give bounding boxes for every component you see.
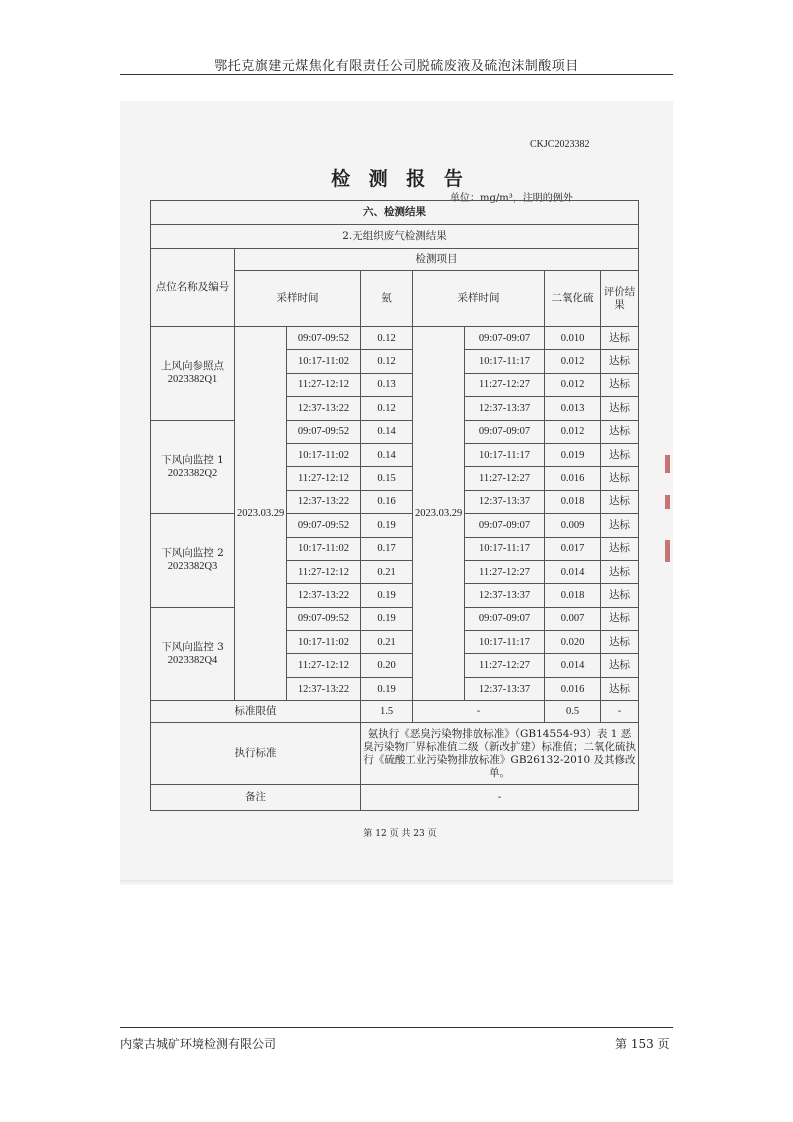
footer-page: 第 153 页 — [615, 1037, 670, 1051]
location-name: 上风向参照点 — [161, 360, 224, 373]
header-evaluation: 评价结果 — [601, 271, 639, 327]
sampling-time-cell: 10:17-11:02 — [287, 443, 361, 466]
so2-value-cell: 0.018 — [545, 490, 601, 513]
ammonia-value-cell: 0.15 — [361, 467, 413, 490]
footer-company: 内蒙古城矿环境检测有限公司 — [120, 1037, 277, 1051]
location-cell — [151, 514, 235, 608]
header-divider — [120, 74, 673, 75]
evaluation-cell: 达标 — [601, 420, 639, 443]
location-name: 下风向监控 1 — [161, 453, 224, 466]
sampling-time-cell: 09:07-09:52 — [287, 607, 361, 630]
location-cell — [151, 607, 235, 701]
so2-value-cell: 0.018 — [545, 584, 601, 607]
evaluation-cell: 达标 — [601, 654, 639, 677]
sampling-time-cell: 12:37-13:22 — [287, 677, 361, 700]
sampling-time-cell: 10:17-11:02 — [287, 631, 361, 654]
red-stamp-edge — [665, 455, 670, 473]
evaluation-cell: 达标 — [601, 537, 639, 560]
header-ammonia: 氨 — [361, 271, 413, 327]
header-location: 点位名称及编号 — [151, 249, 235, 327]
ammonia-value-cell: 0.19 — [361, 514, 413, 537]
header-sampling-time-2: 采样时间 — [413, 271, 545, 327]
header-items: 检测项目 — [235, 249, 639, 271]
ammonia-value-cell: 0.12 — [361, 397, 413, 420]
standard-row — [151, 723, 639, 785]
so2-value-cell: 0.014 — [545, 654, 601, 677]
evaluation-cell: 达标 — [601, 631, 639, 654]
sampling-time-cell: 10:17-11:17 — [465, 631, 545, 654]
section-title: 六、检测结果 — [151, 201, 639, 225]
location-code: 2023382Q1 — [167, 374, 218, 386]
location-cell — [151, 420, 235, 514]
ammonia-value-cell: 0.12 — [361, 350, 413, 373]
ammonia-value-cell: 0.21 — [361, 560, 413, 583]
sampling-time-cell: 09:07-09:52 — [287, 327, 361, 350]
limit-blank: - — [601, 701, 639, 723]
standard-label: 执行标准 — [151, 723, 361, 785]
ammonia-value-cell: 0.21 — [361, 631, 413, 654]
evaluation-cell: 达标 — [601, 373, 639, 396]
location-name: 下风向监控 3 — [161, 640, 224, 653]
ammonia-value-cell: 0.14 — [361, 443, 413, 466]
table-row — [151, 514, 639, 537]
sampling-time-cell: 09:07-09:07 — [465, 607, 545, 630]
evaluation-cell: 达标 — [601, 514, 639, 537]
limit-so2: 0.5 — [545, 701, 601, 723]
sampling-time-cell: 12:37-13:37 — [465, 584, 545, 607]
results-table — [150, 200, 639, 811]
subsection-title: 2.无组织废气检测结果 — [151, 225, 639, 249]
ammonia-value-cell: 0.19 — [361, 584, 413, 607]
red-stamp-edge — [665, 540, 670, 562]
location-cell — [151, 327, 235, 421]
remark-value: - — [361, 785, 639, 811]
project-title: 鄂托克旗建元煤焦化有限责任公司脱硫废液及硫泡沫制酸项目 — [214, 59, 579, 74]
so2-value-cell: 0.010 — [545, 327, 601, 350]
sampling-time-cell: 10:17-11:17 — [465, 537, 545, 560]
evaluation-cell: 达标 — [601, 677, 639, 700]
sampling-time-cell: 10:17-11:02 — [287, 537, 361, 560]
limit-row — [151, 701, 639, 723]
ammonia-value-cell: 0.13 — [361, 373, 413, 396]
sampling-time-cell: 10:17-11:02 — [287, 350, 361, 373]
evaluation-cell: 达标 — [601, 560, 639, 583]
sampling-date-2: 2023.03.29 — [413, 327, 465, 701]
so2-value-cell: 0.016 — [545, 467, 601, 490]
sampling-time-cell: 11:27-12:12 — [287, 373, 361, 396]
report-number: CKJC2023382 — [530, 139, 590, 150]
evaluation-cell: 达标 — [601, 350, 639, 373]
sampling-time-cell: 12:37-13:37 — [465, 677, 545, 700]
table-row — [151, 607, 639, 630]
unit-note: 单位：mg/m³，注明的例外 — [450, 193, 573, 204]
sampling-time-cell: 11:27-12:12 — [287, 560, 361, 583]
sampling-time-cell: 09:07-09:52 — [287, 514, 361, 537]
ammonia-value-cell: 0.14 — [361, 420, 413, 443]
limit-ammonia: 1.5 — [361, 701, 413, 723]
table-row — [151, 327, 639, 350]
sampling-time-cell: 09:07-09:07 — [465, 514, 545, 537]
standard-text: 氨执行《恶臭污染物排放标准》（GB14554-93）表 1 恶臭污染物厂界标准值二级（新改扩建）标准值；二氧化硫执行《硫酸工业污染物排放标准》GB26132-2010 及其修改单。 — [361, 723, 639, 785]
so2-value-cell: 0.012 — [545, 350, 601, 373]
sampling-time-cell: 09:07-09:07 — [465, 420, 545, 443]
ammonia-value-cell: 0.17 — [361, 537, 413, 560]
table-row — [151, 420, 639, 443]
sampling-time-cell: 11:27-12:27 — [465, 654, 545, 677]
sampling-date-1: 2023.03.29 — [235, 327, 287, 701]
header-sampling-time-1: 采样时间 — [235, 271, 361, 327]
scan-edge — [120, 880, 673, 885]
sampling-time-cell: 12:37-13:37 — [465, 490, 545, 513]
sampling-time-cell: 09:07-09:07 — [465, 327, 545, 350]
sampling-time-cell: 12:37-13:22 — [287, 584, 361, 607]
evaluation-cell: 达标 — [601, 397, 639, 420]
sampling-time-cell: 10:17-11:17 — [465, 443, 545, 466]
ammonia-value-cell: 0.19 — [361, 677, 413, 700]
sampling-time-cell: 10:17-11:17 — [465, 350, 545, 373]
ammonia-value-cell: 0.20 — [361, 654, 413, 677]
so2-value-cell: 0.012 — [545, 373, 601, 396]
ammonia-value-cell: 0.12 — [361, 327, 413, 350]
footer-divider — [120, 1027, 673, 1028]
sampling-time-cell: 11:27-12:12 — [287, 654, 361, 677]
sampling-time-cell: 12:37-13:22 — [287, 490, 361, 513]
red-stamp-edge — [665, 495, 670, 509]
sampling-time-cell: 12:37-13:37 — [465, 397, 545, 420]
so2-value-cell: 0.007 — [545, 607, 601, 630]
evaluation-cell: 达标 — [601, 584, 639, 607]
so2-value-cell: 0.014 — [545, 560, 601, 583]
evaluation-cell: 达标 — [601, 490, 639, 513]
so2-value-cell: 0.016 — [545, 677, 601, 700]
evaluation-cell: 达标 — [601, 443, 639, 466]
limit-blank: - — [413, 701, 545, 723]
so2-value-cell: 0.012 — [545, 420, 601, 443]
sampling-time-cell: 12:37-13:22 — [287, 397, 361, 420]
page-number: 第 12 页 共 23 页 — [363, 829, 437, 839]
sampling-time-cell: 11:27-12:27 — [465, 373, 545, 396]
remark-row — [151, 785, 639, 811]
evaluation-cell: 达标 — [601, 467, 639, 490]
sampling-time-cell: 11:27-12:27 — [465, 467, 545, 490]
so2-value-cell: 0.017 — [545, 537, 601, 560]
report-title: 检 测 报 告 — [331, 168, 469, 190]
ammonia-value-cell: 0.19 — [361, 607, 413, 630]
evaluation-cell: 达标 — [601, 607, 639, 630]
ammonia-value-cell: 0.16 — [361, 490, 413, 513]
evaluation-cell: 达标 — [601, 327, 639, 350]
so2-value-cell: 0.009 — [545, 514, 601, 537]
location-name: 下风向监控 2 — [161, 547, 224, 560]
so2-value-cell: 0.013 — [545, 397, 601, 420]
location-code: 2023382Q3 — [167, 561, 218, 573]
so2-value-cell: 0.020 — [545, 631, 601, 654]
location-code: 2023382Q2 — [167, 467, 218, 479]
remark-label: 备注 — [151, 785, 361, 811]
location-code: 2023382Q4 — [167, 654, 218, 666]
sampling-time-cell: 09:07-09:52 — [287, 420, 361, 443]
sampling-time-cell: 11:27-12:12 — [287, 467, 361, 490]
header-so2: 二氧化硫 — [545, 271, 601, 327]
limit-label: 标准限值 — [151, 701, 361, 723]
sampling-time-cell: 11:27-12:27 — [465, 560, 545, 583]
so2-value-cell: 0.019 — [545, 443, 601, 466]
